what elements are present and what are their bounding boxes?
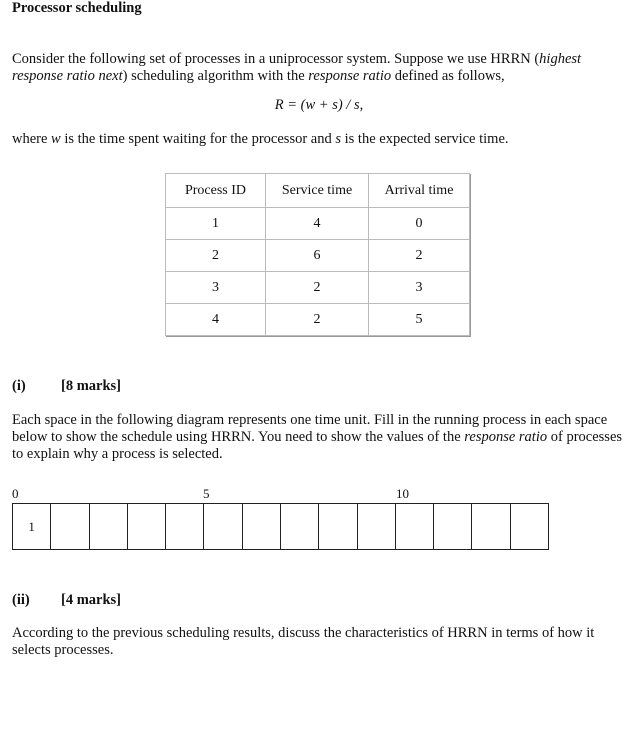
cell-arrival-time: 3 [369, 272, 470, 304]
document-title: Processor scheduling [12, 0, 142, 16]
tick-label-0: 0 [12, 486, 19, 501]
timeline-cell[interactable] [204, 504, 242, 549]
where-text-2: is the time spent waiting for the processor and [60, 131, 336, 147]
part1-text-2: of processes to explain why a process is selected. [12, 429, 623, 462]
where-var-w: w [51, 131, 61, 147]
timeline-cell[interactable] [128, 504, 166, 549]
part1-em-response-ratio: response ratio [464, 429, 548, 445]
part2-marks: [4 marks] [61, 592, 122, 608]
timeline-cell[interactable] [472, 504, 510, 549]
header-arrival-time: Arrival time [369, 174, 470, 208]
cell-arrival-time: 5 [369, 304, 470, 336]
tick-label-10: 10 [396, 486, 409, 501]
schedule-timeline [12, 503, 549, 550]
formula-line [0, 97, 638, 114]
where-paragraph [12, 131, 627, 148]
timeline-cell[interactable] [166, 504, 204, 549]
cell-service-time: 2 [266, 304, 369, 336]
timeline-cell[interactable] [51, 504, 89, 549]
table-row [166, 272, 470, 304]
cell-process-id: 2 [166, 240, 266, 272]
process-table [165, 173, 470, 336]
cell-service-time: 2 [266, 272, 369, 304]
tick-label-5: 5 [203, 486, 210, 501]
timeline-cell[interactable] [319, 504, 357, 549]
timeline-cell[interactable] [281, 504, 319, 549]
cell-arrival-time: 0 [369, 208, 470, 240]
timeline-cell[interactable] [90, 504, 128, 549]
header-service-time: Service time [266, 174, 369, 208]
timeline-cell[interactable] [243, 504, 281, 549]
intro-em-highest: highest [539, 51, 582, 67]
cell-arrival-time: 2 [369, 240, 470, 272]
cell-process-id: 1 [166, 208, 266, 240]
cell-process-id: 3 [166, 272, 266, 304]
timeline-cell[interactable]: 1 [13, 504, 51, 549]
intro-text-3: defined as follows, [391, 68, 505, 84]
intro-em-response-ratio: response ratio [308, 68, 392, 84]
cell-service-time: 6 [266, 240, 369, 272]
formula: R = (w + s) / s, [274, 97, 364, 113]
timeline-cell[interactable] [396, 504, 434, 549]
intro-paragraph [12, 51, 627, 85]
cell-process-id: 4 [166, 304, 266, 336]
part2-paragraph: According to the previous scheduling results, discuss the characteristics of HRRN in terms of how it selects processes. [12, 625, 595, 658]
table-row [166, 240, 470, 272]
timeline-cell[interactable] [434, 504, 472, 549]
part1-text-1: Each space in the following diagram represents one time unit. Fill in the running process in each space below to show the schedule using HRRN. You need to show the values of the [12, 412, 608, 445]
cell-service-time: 4 [266, 208, 369, 240]
where-text-1: where [12, 131, 52, 147]
part1-marks: [8 marks] [61, 378, 122, 394]
header-process-id: Process ID [166, 174, 266, 208]
intro-em-response-ratio-next: response ratio next [12, 68, 123, 84]
where-var-s: s [335, 131, 342, 147]
table-row [166, 208, 470, 240]
where-text-3: is the expected service time. [341, 131, 509, 147]
table-row [166, 304, 470, 336]
timeline-cell[interactable] [358, 504, 396, 549]
part2-label: (ii) [12, 592, 30, 608]
part1-paragraph [12, 412, 627, 463]
part1-label: (i) [12, 378, 26, 394]
table-header-row [166, 174, 470, 208]
timeline-cell[interactable] [511, 504, 548, 549]
intro-text-2: ) scheduling algorithm with the [122, 68, 309, 84]
intro-text-1: Consider the following set of processes in a uniprocessor system. Suppose we use HRRN ( [12, 51, 540, 67]
